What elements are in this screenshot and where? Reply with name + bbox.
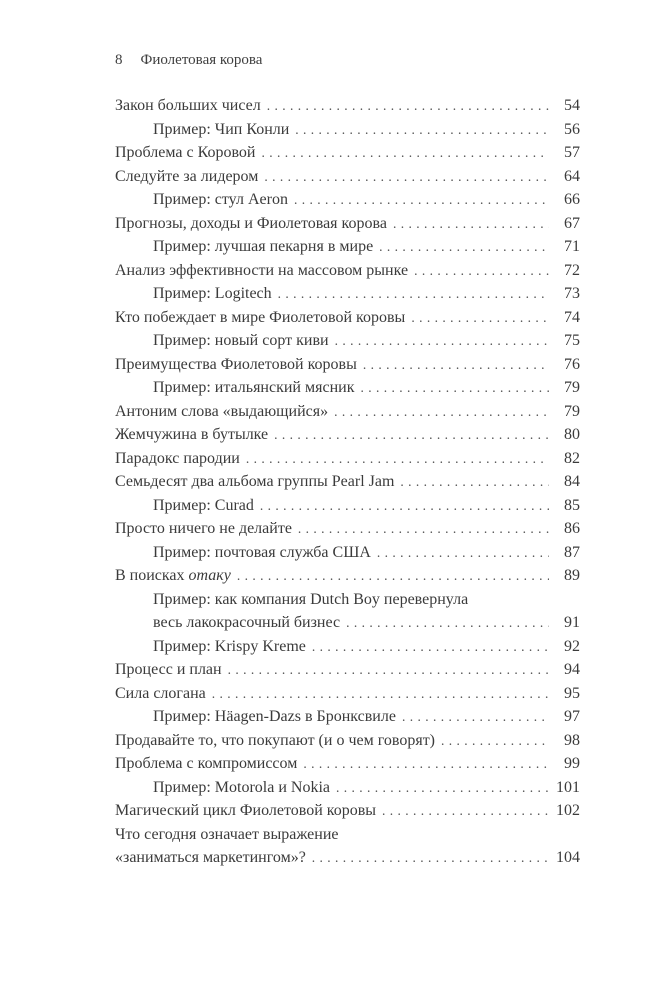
- dot-leader: [414, 259, 549, 283]
- toc-entry: [115, 541, 580, 565]
- toc-entry-title: Сила слогана: [115, 684, 206, 702]
- toc-entry-page: 73: [564, 285, 580, 302]
- dot-leader: [246, 447, 549, 471]
- toc-entry-title: Пример: итальянский мясник: [153, 379, 355, 396]
- toc-entry-page: 101: [556, 778, 580, 796]
- toc-entry: [115, 564, 580, 588]
- dot-leader: [411, 306, 549, 330]
- toc-entry: [115, 165, 580, 189]
- toc-entry-page: 84: [564, 473, 580, 490]
- toc-entry-title: Следуйте за лидером: [115, 167, 259, 185]
- dot-leader: [336, 776, 549, 800]
- toc-entry-title: Прогнозы, доходы и Фиолетовая корова: [115, 214, 387, 232]
- toc-entry-page: 71: [564, 238, 580, 255]
- toc-entry: [115, 376, 580, 400]
- toc-entry: [115, 423, 580, 447]
- toc-entry-page: 99: [564, 755, 580, 772]
- toc-entry-title: Пример: новый сорт киви: [153, 332, 329, 349]
- dot-leader: [382, 799, 549, 823]
- toc-entry-page: 79: [564, 379, 580, 396]
- toc-entry-title: Пример: лучшая пекарня в мире: [153, 238, 374, 255]
- dot-leader: [295, 118, 549, 142]
- toc-entry-page: 74: [564, 308, 580, 326]
- dot-leader: [298, 517, 549, 541]
- toc-entry: [115, 94, 580, 118]
- toc-entry-title: весь лакокрасочный бизнес: [153, 614, 341, 631]
- toc-entry: [115, 212, 580, 236]
- dot-leader: [334, 400, 549, 424]
- toc-entry-page: 91: [564, 614, 580, 631]
- toc-entry-page: 66: [564, 191, 580, 208]
- toc-entry-title: Преимущества Фиолетовой коровы: [115, 355, 357, 373]
- toc-entry-page: 79: [564, 402, 580, 420]
- header-book-title: Фиолетовая корова: [140, 52, 263, 68]
- toc-entry: [115, 752, 580, 776]
- toc-entry-page: 97: [564, 708, 580, 725]
- toc-entry-title: Пример: Krispy Kreme: [153, 637, 306, 655]
- toc-entry-title: Семьдесят два альбома группы Pearl Jam: [115, 473, 395, 490]
- toc-entry-page: 95: [564, 684, 580, 702]
- toc-entry-title: Продавайте то, что покупают (и о чем говорят): [115, 731, 436, 749]
- toc-entry-page: 85: [564, 496, 580, 514]
- toc-entry-page: 87: [564, 543, 580, 561]
- dot-leader: [274, 423, 549, 447]
- toc-entry-page: 98: [564, 731, 580, 749]
- toc-entry-page: 57: [564, 144, 580, 161]
- toc-entry-title: Пример: почтовая служба США: [153, 543, 371, 561]
- dot-leader: [360, 376, 549, 400]
- toc-entry: [115, 188, 580, 212]
- toc-entry-page: 75: [564, 332, 580, 349]
- dot-leader: [393, 212, 549, 236]
- toc-entry: [115, 846, 580, 870]
- toc-entry-page: 54: [564, 97, 580, 114]
- dot-leader: [264, 165, 549, 189]
- toc-entry-title: Магический цикл Фиолетовой коровы: [115, 802, 377, 819]
- toc-entry: [115, 118, 580, 142]
- toc-entry-title: Парадокс пародии: [115, 449, 240, 467]
- toc-entry-page: 56: [564, 120, 580, 138]
- toc-entry-title: Закон больших чисел: [115, 97, 261, 114]
- toc-entry-title: Пример: Чип Конли: [153, 120, 290, 138]
- toc-entry-title: Проблема с компромиссом: [115, 755, 298, 772]
- toc-entry-page: 80: [564, 426, 580, 443]
- toc-entry-title: Пример: Curad: [153, 496, 254, 514]
- toc-entry: [115, 141, 580, 165]
- toc-entry: [115, 282, 580, 306]
- toc-entry: [115, 635, 580, 659]
- dot-leader: [377, 541, 549, 565]
- toc-entry: [115, 470, 580, 494]
- toc-entry-title: Антоним слова «выдающийся»: [115, 402, 329, 420]
- dot-leader: [441, 729, 549, 753]
- toc-entry-page: 67: [564, 214, 580, 232]
- dot-leader: [363, 353, 549, 377]
- toc-entry: [115, 353, 580, 377]
- dot-leader: [312, 635, 549, 659]
- toc-entry: [115, 400, 580, 424]
- toc-entry-title: Пример: как компания Dutch Boy перевернула: [153, 590, 469, 608]
- toc-entry: [115, 729, 580, 753]
- toc-entry-title: Пример: Logitech: [153, 285, 272, 302]
- toc-entry-title: Пример: стул Aeron: [153, 191, 288, 208]
- dot-leader: [400, 470, 549, 494]
- toc-entry: [115, 494, 580, 518]
- toc-entry: [115, 306, 580, 330]
- toc-entry-page: 86: [564, 520, 580, 537]
- toc-entry-title: Пример: Häagen-Dazs в Бронксвиле: [153, 708, 396, 725]
- toc-entry-wrap-line: [115, 588, 580, 612]
- toc-entry-title: Анализ эффективности на массовом рынке: [115, 261, 409, 279]
- toc-entry-title: В поисках отаку: [115, 567, 231, 584]
- toc-entry-page: 76: [564, 355, 580, 373]
- toc-entry-wrap-line: [115, 823, 580, 847]
- dot-leader: [278, 282, 549, 306]
- dot-leader: [212, 682, 549, 706]
- toc-entry-page: 102: [556, 802, 580, 819]
- toc-entry: [115, 235, 580, 259]
- toc-entry-title: Жемчужина в бутылке: [115, 426, 269, 443]
- dot-leader: [346, 611, 549, 635]
- toc-entry-title: Что сегодня означает выражение: [115, 825, 339, 843]
- toc-entry-page: 104: [556, 849, 580, 866]
- toc-entry-page: 64: [564, 167, 580, 185]
- dot-leader: [294, 188, 549, 212]
- dot-leader: [261, 141, 549, 165]
- toc-entry: [115, 329, 580, 353]
- toc-entry: [115, 705, 580, 729]
- dot-leader: [402, 705, 549, 729]
- dot-leader: [335, 329, 549, 353]
- toc-entry: [115, 517, 580, 541]
- toc-entry-page: 94: [564, 661, 580, 678]
- dot-leader: [228, 658, 549, 682]
- toc-entry: [115, 259, 580, 283]
- toc-entry-page: 92: [564, 637, 580, 655]
- toc-entry-title: Просто ничего не делайте: [115, 520, 292, 537]
- dot-leader: [267, 94, 549, 118]
- toc-entry: [115, 682, 580, 706]
- toc-entry: [115, 776, 580, 800]
- toc-entry-title: Проблема с Коровой: [115, 144, 256, 161]
- toc-entry-page: 72: [564, 261, 580, 279]
- toc-entry-title: «заниматься маркетингом»?: [115, 849, 306, 866]
- dot-leader: [312, 846, 549, 870]
- toc-entry-page: 89: [564, 567, 580, 584]
- toc-entry: [115, 658, 580, 682]
- toc-entry-title: Процесс и план: [115, 661, 222, 678]
- dot-leader: [237, 564, 549, 588]
- dot-leader: [379, 235, 549, 259]
- dot-leader: [260, 494, 549, 518]
- toc-entry: [115, 447, 580, 471]
- toc-entry: [115, 799, 580, 823]
- dot-leader: [303, 752, 549, 776]
- running-header: [115, 50, 580, 70]
- toc-entry-title: Кто побеждает в мире Фиолетовой коровы: [115, 308, 406, 326]
- toc-entry: [115, 611, 580, 635]
- header-page-number: 8: [115, 52, 123, 68]
- toc-entry-title-italic: отаку: [188, 567, 231, 584]
- toc-entry-title: Пример: Motorola и Nokia: [153, 778, 330, 796]
- toc-entry-page: 82: [564, 449, 580, 467]
- toc-list: [115, 94, 580, 870]
